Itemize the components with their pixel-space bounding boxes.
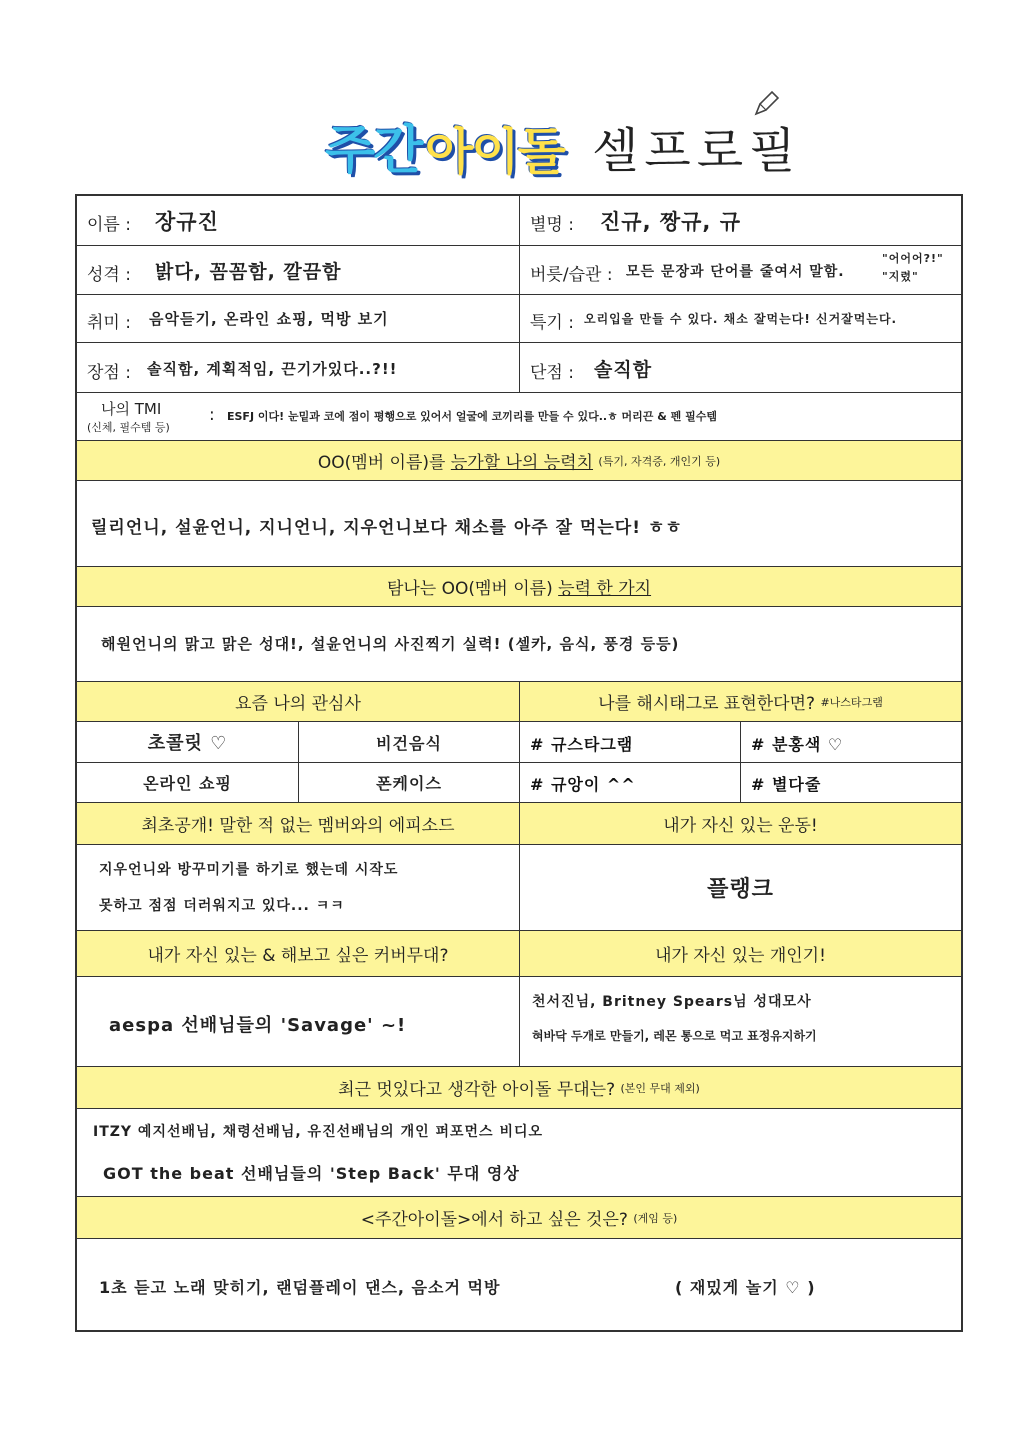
talent-label: 특기 :: [530, 313, 574, 333]
interest-title: 요즘 나의 관심사: [235, 694, 361, 714]
logo-text-idol: 아이돌: [425, 123, 564, 181]
personality-value: 밝다, 꼼꼼함, 깔끔함: [155, 261, 342, 283]
logo-text-jugan: 주간: [325, 121, 422, 181]
section-covet-answer: [77, 607, 961, 682]
covet-prefix: 탐나는 OO(멤버 이름): [386, 579, 553, 599]
hashtag-title-cell: [519, 682, 961, 721]
hobby-value: 음악듣기, 온라인 쇼핑, 먹방 보기: [149, 310, 389, 328]
row-personality: [77, 246, 961, 295]
hashtag-sub: #나스타그램: [820, 695, 883, 709]
interest-row-1: [77, 722, 961, 763]
stage-title: 최근 멋있다고 생각한 아이돌 무대는?: [338, 1080, 616, 1100]
hobby-cell: [77, 295, 519, 342]
ability-prefix: OO(멤버 이름)를: [317, 453, 446, 473]
pencil-icon: [752, 88, 782, 118]
section-wish-header: [77, 1197, 961, 1239]
wish-sub: (게임 등): [633, 1211, 678, 1225]
wish-answer: 1초 듣고 노래 맞히기, 랜덤플레이 댄스, 음소거 먹방: [99, 1278, 501, 1297]
strength-cell: [77, 343, 519, 392]
hobby-label: 취미 :: [87, 313, 131, 333]
ability-answer: 릴리언니, 설윤언니, 지니언니, 지우언니보다 채소를 아주 잘 먹는다! ㅎㅎ: [91, 518, 683, 538]
stage-answer-line-1: ITZY 예지선배님, 채령선배님, 유진선배님의 개인 퍼포먼스 비디오: [93, 1124, 544, 1140]
hashtag-item: # 규스타그램: [519, 722, 740, 762]
stage-sub: (본인 무대 제외): [620, 1081, 700, 1095]
profile-table: [75, 194, 963, 1332]
tmi-value: ESFJ 이다! 눈밑과 코에 점이 평행으로 있어서 얼굴에 코끼리를 만들 수 있다..ㅎ 머리끈 & 펜 필수템: [227, 410, 717, 423]
hashtag-item: # 규앙이 ^^: [519, 763, 740, 802]
personality-label: 성격 :: [87, 265, 131, 285]
section-cover-answer: [77, 977, 961, 1067]
name-cell: [77, 196, 519, 245]
section-interest-header: [77, 682, 961, 722]
cover-title: 내가 자신 있는 & 해보고 싶은 커버무대?: [147, 946, 449, 966]
exercise-answer: 플랭크: [519, 845, 961, 930]
trick-answer-line-1: 천서진님, Britney Spears님 성대모사: [532, 994, 812, 1010]
cover-answer: aespa 선배님들의 'Savage' ~!: [109, 1015, 407, 1036]
talent-value: 오리입을 만들 수 있다. 채소 잘먹는다! 신거잘먹는다.: [584, 312, 898, 326]
personality-cell: [77, 246, 519, 294]
interest-item: 폰케이스: [298, 763, 519, 802]
hashtag-item: # 분홍색 ♡: [740, 722, 961, 762]
weakness-cell: [519, 343, 961, 392]
episode-title: 최초공개! 말한 적 없는 멤버와의 에피소드: [141, 816, 455, 836]
trick-answer-line-2: 혀바닥 두개로 만들기, 레몬 통으로 먹고 표정유지하기: [532, 1029, 817, 1043]
page-title: 셀프로필: [592, 123, 802, 179]
weakness-value: 솔직함: [594, 359, 653, 381]
tmi-sub-label: (신체, 필수템 등): [87, 421, 170, 434]
interest-item: 비건음식: [298, 722, 519, 762]
row-strength: [77, 343, 961, 393]
wish-title: <주간아이돌>에서 하고 싶은 것은?: [360, 1210, 628, 1230]
section-ability-header: [77, 441, 961, 481]
ability-suffix: (특기, 자격증, 개인기 등): [598, 454, 721, 468]
stage-answer-line-2: GOT the beat 선배님들의 'Step Back' 무대 영상: [103, 1164, 520, 1183]
weekly-idol-logo: [325, 98, 575, 181]
episode-answer-line-2: 못하고 점점 더러워지고 있다... ㅋㅋ: [99, 898, 345, 914]
section-episode-answer: [77, 845, 961, 931]
strength-value: 솔직함, 계획적임, 끈기가있다..?!!: [147, 360, 398, 378]
section-cover-header: [77, 931, 961, 977]
row-hobby: [77, 295, 961, 343]
ability-underlined: 능가할 나의 능력치: [450, 453, 594, 473]
section-episode-header: [77, 803, 961, 845]
section-wish-answer: [77, 1239, 961, 1330]
habit-label: 버릇/습관 :: [530, 265, 613, 285]
exercise-title: 내가 자신 있는 운동!: [519, 803, 961, 844]
weakness-label: 단점 :: [530, 363, 574, 383]
strength-label: 장점 :: [87, 363, 131, 383]
cover-answer-cell: [77, 977, 519, 1066]
covet-underlined: 능력 한 가지: [558, 579, 652, 599]
hashtag-item: # 별다줄: [740, 763, 961, 802]
nickname-cell: [519, 196, 961, 245]
tmi-label: 나의 TMI: [101, 400, 162, 418]
wish-answer-extra: ( 재밌게 놀기 ♡ ): [675, 1278, 816, 1297]
interest-row-2: [77, 763, 961, 803]
nickname-label: 별명 :: [530, 215, 574, 235]
talent-cell: [519, 295, 961, 342]
section-stage-answer: [77, 1109, 961, 1197]
episode-answer-line-1: 지우언니와 방꾸미기를 하기로 했는데 시작도: [99, 862, 399, 878]
episode-answer-cell: [77, 845, 519, 930]
nickname-value: 진규, 짱규, 규: [600, 210, 742, 234]
habit-value: 모든 문장과 단어를 줄여서 말함.: [626, 264, 845, 280]
row-tmi: [77, 393, 961, 441]
name-label: 이름 :: [87, 215, 131, 235]
interest-item: 온라인 쇼핑: [143, 774, 232, 793]
tmi-colon: :: [209, 405, 215, 425]
covet-answer: 해원언니의 맑고 맑은 성대!, 설윤언니의 사진찍기 실력! (셀카, 음식, 풍경 등등): [101, 635, 680, 653]
section-stage-header: [77, 1067, 961, 1109]
name-value: 장규진: [155, 210, 219, 234]
trick-title: 내가 자신 있는 개인기!: [519, 931, 961, 976]
row-name: [77, 196, 961, 246]
trick-answer-cell: [519, 977, 961, 1066]
section-covet-header: [77, 567, 961, 607]
habit-extra: "어어어?!" "지렸": [882, 252, 944, 283]
interest-item: 초콜릿 ♡: [147, 733, 228, 754]
habit-cell: [519, 246, 961, 294]
hashtag-title: 나를 해시태그로 표현한다면?: [598, 694, 816, 714]
section-ability-answer: [77, 481, 961, 567]
